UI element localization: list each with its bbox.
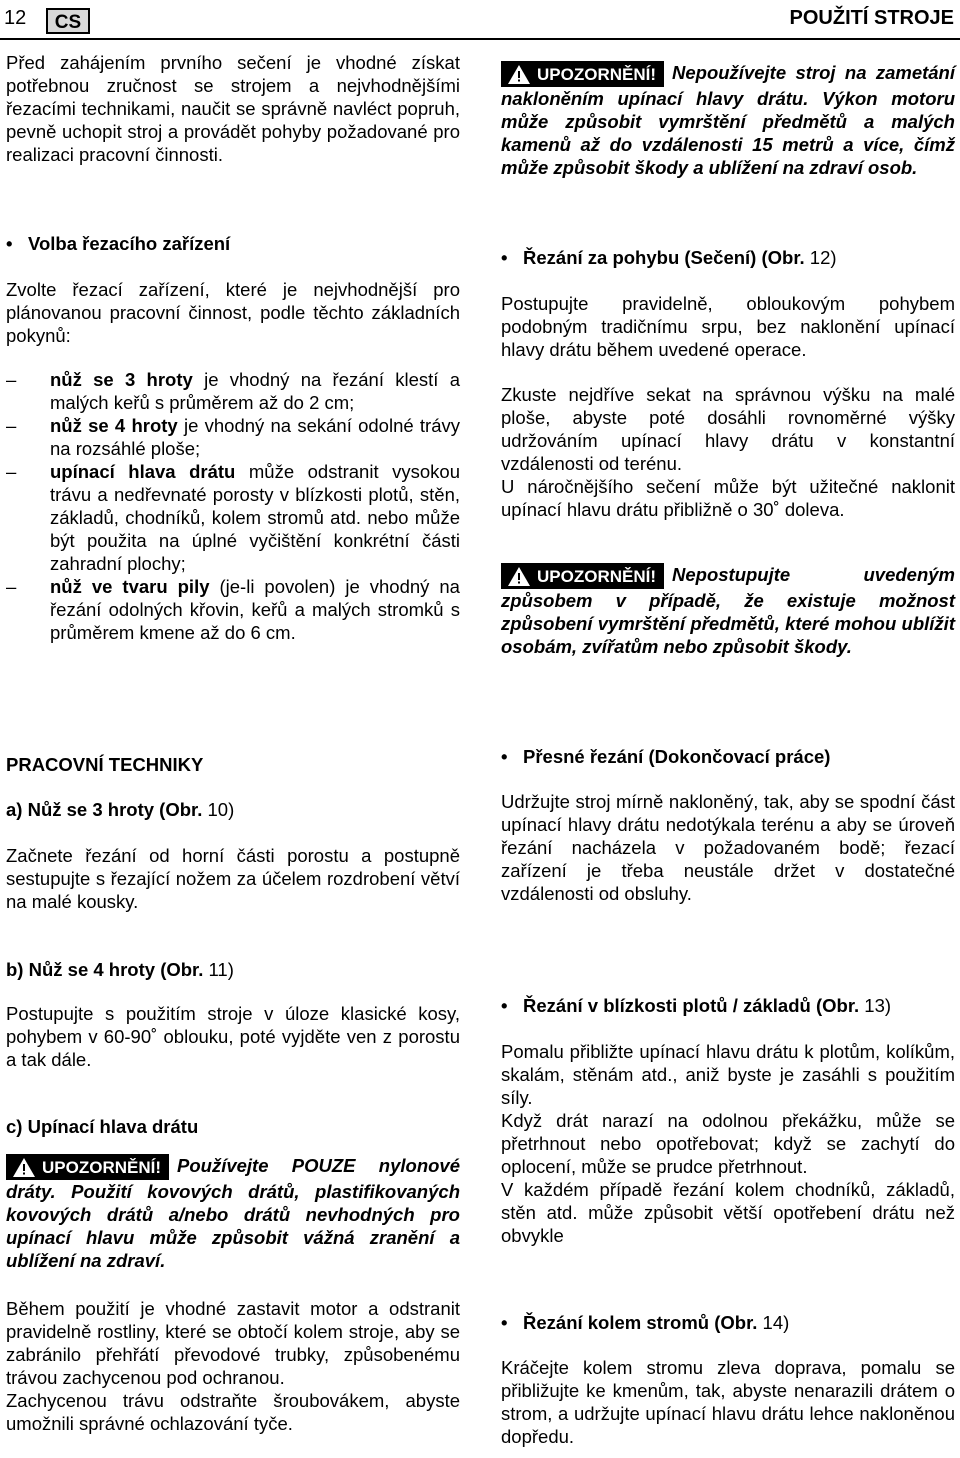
c-text: Během použití je vhodné zastavit motor a odstranit pravidelně rostliny, které se obtočí kolem stroje, aby se zabránilo přehřátí převodové trubky, způsobenému trávou zachycenou pod ochranou. Zachycenou trávu odstraňte šroubovákem, abyste umožnili správné ochlazování tyče. xyxy=(6,1298,460,1434)
volba-heading: • Volba řezacího zařízení xyxy=(6,233,231,254)
fences-text: Pomalu přibližte upínací hlavu drátu k plotům, kolíkům, skalám, stěnám atd., aniž byste je zasáhli s použitím síly. Když drát narazí na odolnou překážku, může se přetrhnout nebo opotřebovat; když se zachytí do oplocení, může se prudce přetrhnout. V každém případě řezání kolem chodníků, základů, stěn atd. může způsobit větší opotřebení drátu než obvykle xyxy=(501,1041,955,1246)
warning-triangle-icon xyxy=(12,1157,36,1178)
warning-triangle-icon xyxy=(507,64,531,85)
fences-heading: • Řezání v blízkosti plotů / základů (Obr. 13) xyxy=(501,995,892,1016)
precise-heading: • Přesné řezání (Dokončovací práce) xyxy=(501,746,831,767)
c-heading: c) Upínací hlava drátu xyxy=(6,1116,199,1137)
a-heading: a) Nůž se 3 hroty (Obr. 10) xyxy=(6,799,235,820)
warning-badge: UPOZORNĚNÍ! xyxy=(501,61,664,87)
warning-badge: UPOZORNĚNÍ! xyxy=(501,563,664,589)
mowing-text: Postupujte pravidelně, obloukovým pohybem podobným tradičnímu srpu, bez naklonění upínací hlavy drátu během uvedené operace. xyxy=(501,293,955,360)
warning-projectiles: UPOZORNĚNÍ! Nepostupujte uvedeným způsobem v případě, že existuje možnost způsobení vymrštění předmětů, které mohou ublížit osobám, zvířatům nebo způsobit škody. xyxy=(501,564,955,657)
techniques-heading: PRACOVNÍ TECHNIKY xyxy=(6,754,204,775)
cutting-device-list xyxy=(6,368,460,644)
header-divider xyxy=(0,38,960,40)
trees-heading: • Řezání kolem stromů (Obr. 14) xyxy=(501,1312,790,1333)
a-text: Začnete řezání od horní části porostu a postupně sestupujte s řezající nožem za účelem rozdrobení větví na malé kousky. xyxy=(6,845,460,912)
warning-triangle-icon xyxy=(507,566,531,587)
precise-text: Udržujte stroj mírně nakloněný, tak, aby se spodní část upínací hlavy drátu nedotýkala terénu a aby se úroveň řezání nacházela v požadovaném bodě; řezací zařízení je třeba neustále držet v dostatečné vzdálenosti od obsluhy. xyxy=(501,791,955,904)
mowing-heading: • Řezání za pohybu (Sečení) (Obr. 12) xyxy=(501,247,837,268)
warning-sweeping: UPOZORNĚNÍ! Nepoužívejte stroj na zametání nakloněním upínací hlavy drátu. Výkon motoru může způsobit vymrštění předmětů a malých kamenů až do vzdálenosti 15 metrů a více, čímž může způsobit škody a ublížení na zdraví osob. xyxy=(501,62,955,178)
section-title: POUŽITÍ STROJE xyxy=(789,7,954,29)
b-text: Postupujte s použitím stroje v úloze klasické kosy, pohybem v 60-90˚ oblouku, poté vyjděte ven z porostu a tak dále. xyxy=(6,1003,460,1070)
c-warning: UPOZORNĚNÍ! Používejte POUZE nylonové dráty. Použití kovových drátů, plastifikovaných kovových drátů a/nebo drátů nevhodných pro upínací hlavu může způsobit vážná zranění a ublížení na zdraví. xyxy=(6,1155,460,1271)
list-item: – upínací hlava drátu může odstranit vysokou trávu a nedřevnaté porosty v blízkosti plotů, stěn, základů, chodníků, kolem stromů atd. nebo může být použita na úplné vyčištění konkrétní části zahradní plochy; xyxy=(6,461,460,574)
list-item: – nůž ve tvaru pily (je-li povolen) je vhodný na řezání odolných křovin, keřů a malých stromků s průměrem kmene až do 6 cm. xyxy=(6,576,460,643)
page-number: 12 xyxy=(4,7,27,29)
volba-text: Zvolte řezací zařízení, které je nejvhodnější pro plánovanou pracovní činnost, podle těchto základních pokynů: xyxy=(6,279,460,346)
warning-badge: UPOZORNĚNÍ! xyxy=(6,1154,169,1180)
b-heading: b) Nůž se 4 hroty (Obr. 11) xyxy=(6,959,234,980)
trees-text: Kráčejte kolem stromu zleva doprava, pomalu se přibližujte ke kmenům, tak, abyste nenarazili drátem o strom, a udržujte upínací hlavu drátu lehce nakloněnou dopředu. xyxy=(501,1357,955,1447)
mowing-text-2: Zkuste nejdříve sekat na správnou výšku na malé ploše, abyste poté dosáhli rovnoměrné výšky udržováním upínací hlavy drátu v konstantní vzdálenosti od terénu. U náročnějšího sečení může být užitečné naklonit upínací hlavu drátu přibližně o 30˚ doleva. xyxy=(501,384,955,520)
language-badge: CS xyxy=(46,8,90,34)
list-item: – nůž se 3 hroty je vhodný na řezání klestí a malých keřů s průměrem až do 2 cm; xyxy=(6,369,461,413)
intro-paragraph: Před zahájením prvního sečení je vhodné získat potřebnou zručnost se strojem a nejvhodnějšími řezacími technikami, naučit se správně navléct popruh, pevně uchopit stroj a provádět pohyby požadované pro realizaci pracovní činnosti. xyxy=(6,52,460,165)
list-item: – nůž se 4 hroty je vhodný na sekání odolné trávy na rozsáhlé ploše; xyxy=(6,415,460,459)
